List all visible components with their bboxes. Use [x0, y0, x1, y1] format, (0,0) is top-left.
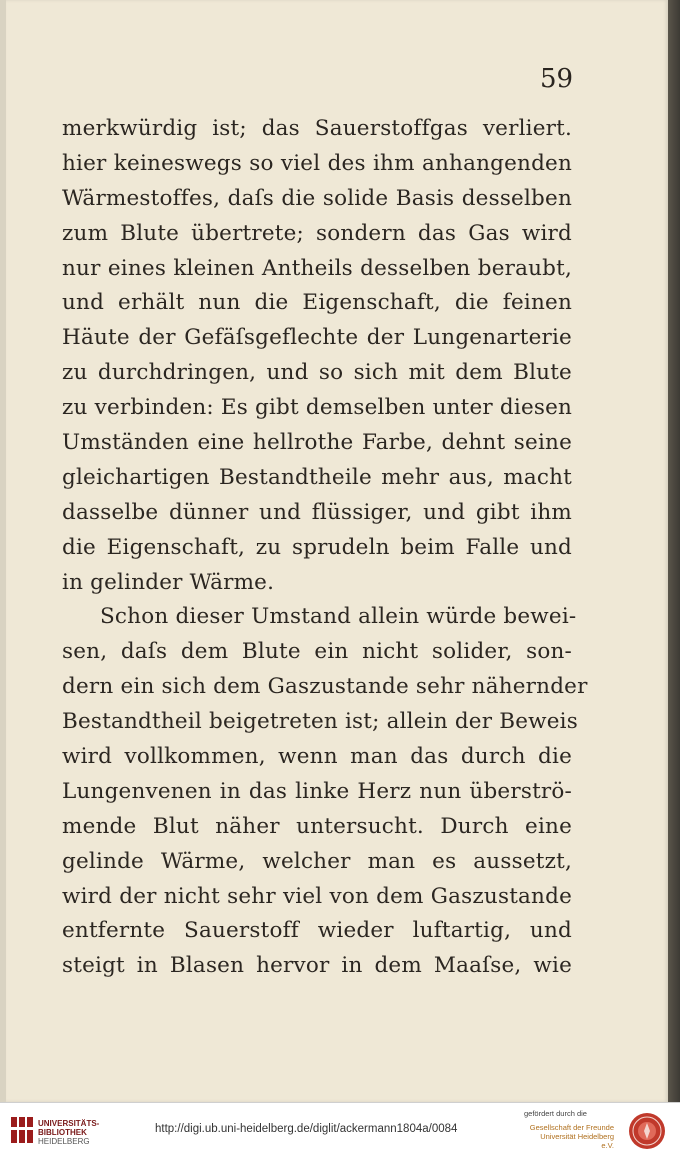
text-line: zu verbinden: Es gibt demselben unter diesen	[62, 395, 573, 421]
permalink-url[interactable]: http://digi.ub.uni-heidelberg.de/diglit/ackermann1804a/0084	[155, 1123, 458, 1135]
text-line: sen, daſs dem Blute ein nicht solider, son-	[62, 639, 572, 665]
text-line: zum Blute übertrete; sondern das Gas wird	[62, 220, 572, 246]
text-line: merkwürdig ist; das Sauerstoffgas verliert.	[62, 116, 572, 141]
text-line: dasselbe dünner und flüssiger, und gibt ihm	[62, 499, 572, 525]
text-line: gleichartigen Bestandtheile mehr aus, macht	[62, 464, 572, 490]
text-line: Umständen eine hellrothe Farbe, dehnt seine	[62, 430, 572, 456]
text-line: hier keineswegs so viel des ihm anhangenden	[62, 150, 572, 176]
text-line: nur eines kleinen Antheils desselben beraubt,	[62, 255, 572, 281]
text-line: steigt in Blasen hervor in dem Maaſse, wie	[62, 953, 572, 979]
text-line: entfernte Sauerstoff wieder luftartig, und	[62, 918, 572, 944]
university-library-logo-icon[interactable]	[10, 1115, 34, 1145]
text-line: dern ein sich dem Gaszustande sehr nähernder	[62, 674, 588, 700]
paragraph-end-line: in gelinder Wärme.	[62, 569, 275, 595]
university-seal-icon[interactable]	[628, 1112, 666, 1150]
funded-by-label: gefördert durch die	[524, 1109, 587, 1118]
text-line: wird der nicht sehr viel von dem Gaszustande	[62, 883, 572, 909]
library-name: UNIVERSITÄTS- BIBLIOTHEK HEIDELBERG	[38, 1119, 100, 1146]
society-name[interactable]: Gesellschaft der Freunde Universität Heidelberg e.V.	[529, 1123, 614, 1150]
text-line: wird vollkommen, wenn man das durch die	[62, 744, 572, 770]
text-line: und erhält nun die Eigenschaft, die feinen	[62, 290, 572, 316]
text-line: mende Blut näher untersucht. Durch eine	[62, 813, 572, 839]
body-text	[62, 112, 588, 984]
footer-bar	[0, 1102, 680, 1157]
text-line: Bestandtheil beigetreten ist; allein der Beweis	[62, 709, 578, 735]
text-line: gelinde Wärme, welcher man es aussetzt,	[62, 848, 572, 874]
text-line: Häute der Gefäſsgeflechte der Lungenarterie	[62, 325, 572, 351]
text-line: Wärmestoffes, daſs die solide Basis desselben	[62, 185, 572, 211]
page-edge-shadow	[668, 0, 680, 1102]
text-line: Lungenvenen in das linke Herz nun überströ-	[62, 778, 572, 804]
paragraph-start-line: Schon dieser Umstand allein würde bewei-	[100, 604, 577, 630]
text-line: die Eigenschaft, zu sprudeln beim Falle und	[62, 534, 572, 560]
page-number: 59	[540, 64, 574, 94]
text-line: zu durchdringen, und so sich mit dem Blute	[62, 360, 572, 386]
